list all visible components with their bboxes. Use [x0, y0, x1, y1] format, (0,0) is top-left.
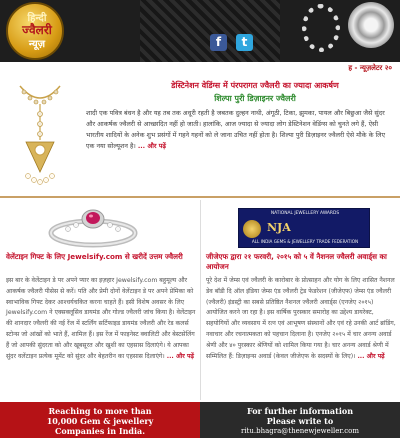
article-3-read-more-link[interactable]: ... और पढ़ें [357, 352, 385, 360]
article-1-title[interactable]: डेस्टिनेशन वेडिंग्स में पंरपरागत ज्वैलरी का ज्यादा आकर्षण [171, 81, 339, 90]
reach-line-3: Companies in India. [55, 426, 145, 436]
contact-email-link[interactable]: ritu.bhagra@thenewjeweller.com [240, 427, 360, 435]
logo-line-1: हिन्दी [27, 13, 47, 24]
nja-mark-text: NJA [267, 221, 291, 234]
newsletter-logo[interactable] [6, 2, 64, 60]
facebook-icon[interactable]: f [210, 34, 227, 51]
pendant-image [348, 2, 394, 48]
reach-line-1: Reaching to more than [48, 406, 152, 416]
section-divider [0, 196, 400, 198]
newsletter-dateline: ह - न्यूज़लेटर २० [348, 64, 392, 72]
header-banner [0, 0, 400, 62]
reach-line-2: 10,000 Gem & jewellery [46, 416, 154, 426]
nja-banner-bottom-text: ALL INDIA GEMS & JEWELLERY TRADE FEDERATION [251, 239, 359, 244]
article-2-title[interactable]: वेलेंटाइन गिफ्ट के लिए Jewelsify.com से खरीदें उत्तम ज्वैलरी [6, 252, 183, 261]
mangtika-jewellery-image[interactable] [12, 80, 68, 190]
contact-line-2: Please write to [266, 416, 334, 426]
article-1-body [86, 108, 390, 152]
logo-line-3: न्यूज़ [28, 39, 46, 50]
article-3-body [206, 276, 396, 362]
nja-banner-top-text: NATIONAL JEWELLERY AWARDS [270, 211, 340, 216]
contact-footer-box [200, 402, 400, 438]
necklace-image [302, 4, 340, 52]
article-3-title[interactable]: जीजेएफ द्वारा २१ फरवरी, २०१५ को ५ वें नैशनल ज्वैलरी अवार्ड्स का आयोजन [206, 252, 387, 271]
article-1-subtitle: शिल्पा पुरी डिज़ाइनर ज्वैलरी [214, 94, 296, 103]
article-2-read-more-link[interactable]: ... और पढ़ें [166, 352, 194, 360]
article-1-read-more-link[interactable]: ... और पढ़ें [137, 142, 166, 150]
ring-jewellery-image[interactable] [38, 203, 148, 251]
nja-emblem-icon [243, 220, 261, 238]
article-1-text: शादी एक पवित्र बंधन है और यह तब तक अधूरी रहती है जबतक दुल्हन नाथी, अंगूठी, टिका, झुमका, पायल और बिछुआ जैसे सुंदर और आकर्षक ज्वैलरी से आच्छादित नहीं हो जाती। हालांकि, आज ज्यादा से ज्यादा लोग डेस्टिनेशन वेडिंग्स को चुनते लगे हैं, ऐसी भारतीय शादियों के अनेक शुभ प्रसंगों में गहने गहनों को ले जाना उचित नहीं होता है। शिल्पा पुरी डिज़ाइनर ज्वैलरी ऐसे मौके के लिए एक नया सोल्यूशन है। [86, 109, 386, 150]
contact-line-1: For further information [246, 406, 354, 416]
twitter-icon[interactable]: t [236, 34, 253, 51]
article-2-body [6, 276, 196, 362]
reach-footer-box [0, 402, 200, 438]
header-pattern [140, 0, 280, 62]
nja-awards-banner[interactable] [238, 208, 370, 248]
column-divider [200, 200, 201, 400]
article-2-text: इस बार के वेलेंटाइन डे पर अपने प्यार का इज़हार Jewelsify.com बहुमूल्य और आकर्षक ज्वैलरी पीसेस से करें। पति और प्रेमी दोनों वेलेंटाइन डे पर अपने प्रेमिका को स्वाभाविक गिफ्ट देकर आश्चर्यचकित करना चाहते हैं। इसी विशेष अवसर के लिए Jewelsify.com ने एक्सक्लूसिव डायमंड और गोल्ड ज्वैलरी जांच किया है। वेलेंटाइन की शानदार ज्वैलरी की नई रेंज में स्टर्लिंग सर्टिफाइड डायमंड ज्वैलरी और रेड कलर्स स्टोन्स जो आंखों को भाते हैं, शामिल हैं। इस रेंज में फाइनेस्ट क्वालिटी और बेस्टसेलिंग हैं जो आपकी सुंदरता को और खूबसूरत और खुशी का एहसास दिलाएंगे। ये आपका सुंदर वलेंटाइन प्रत्येक मूमेंट को सुंदर और बेहतरीन का एहसास दिलाएंगे। [6, 277, 196, 360]
logo-line-2: ज्वैलरी [22, 23, 52, 37]
article-3-text: पूरे देश में जेम्स एवं ज्वैलरी के कारोबार के प्रोत्साहन और योग के लिए शासित नैशनल डेव बॉडी दि ऑल इंडिया जेम्स एंड ज्वैलरी ट्रेड फेडरेशन (जीजेएफ) जेम्स एंड ज्वैलरी (ज्वैलरी) इंडस्ट्री का सबसे प्रतिष्ठित नैशनल ज्वैलरी अवार्ड्स (एनजेए २०१५) आयोजित करने जा रहा है। इस वार्षिक पुरस्कार समारोह का उद्देश्य डायरेक्ट, सहयोगियों और व्यवसाय में रत्न एवं आभूषण संस्थानों और एवं रहे उनकी आर्ट ब्रांडिंग, नवाचार और रचनात्मकता को पहचान दिलाना है। एनजेए २०१५ में चार अनन्य अवार्ड श्रेणी और ४० पुरस्कार श्रेणियों को शामिल किया गया है। चार अनन्य अवार्ड श्रेणी में सम्मिलित हैं: डिज़ाइन्स अवार्ड (केवल जीजेएफ के सदस्यों के लिए)। [206, 277, 396, 360]
